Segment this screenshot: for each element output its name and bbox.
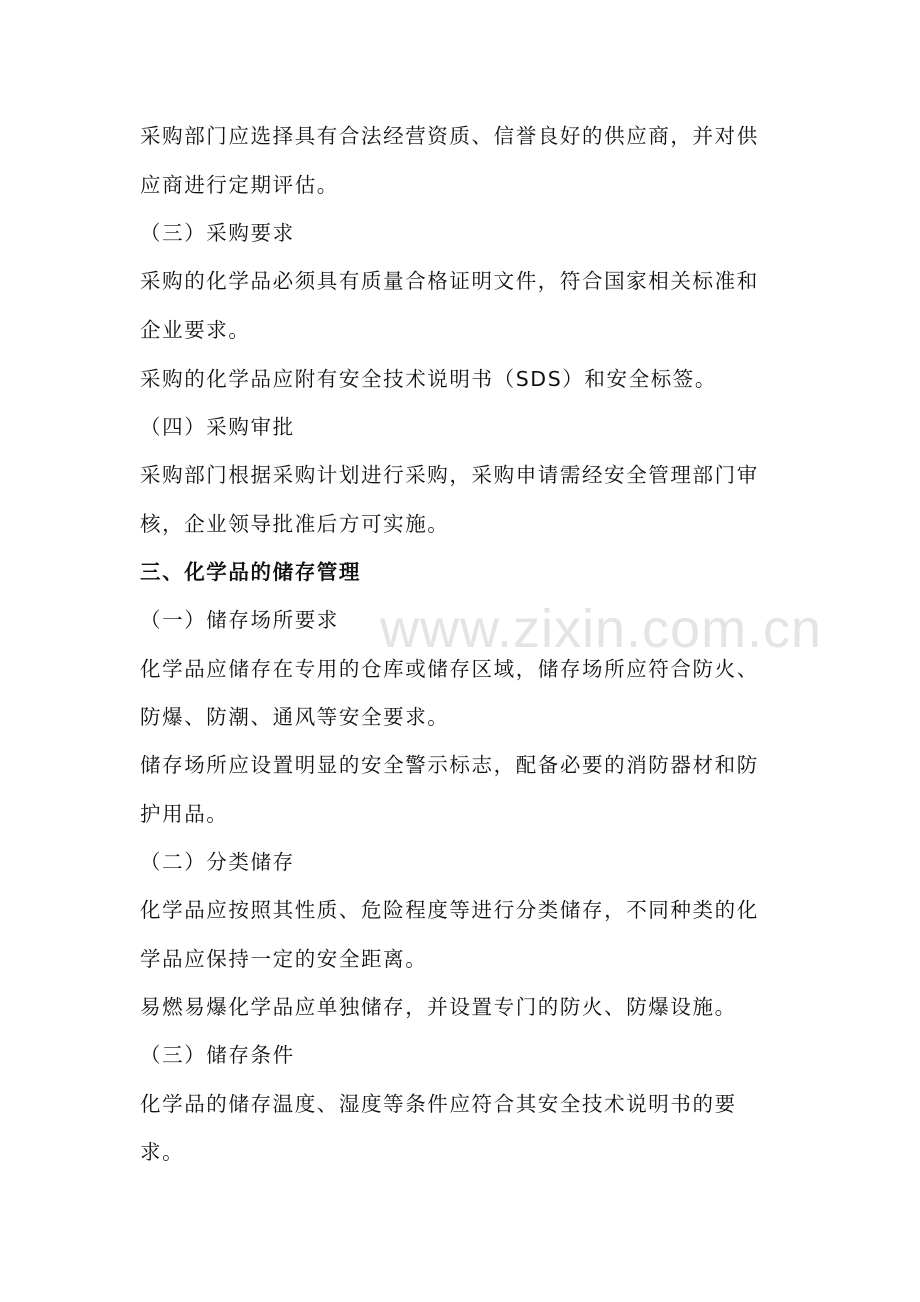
paragraph-conditions-line-2: 求。 — [140, 1140, 185, 1164]
paragraph-approval-process-line-2: 核，企业领导批准后方可实施。 — [140, 512, 450, 536]
paragraph-quality-certificate-line-1: 采购的化学品必须具有质量合格证明文件，符合国家相关标准和 — [140, 269, 759, 293]
paragraph-storage-site-line-1: 化学品应储存在专用的仓库或储存区域，储存场所应符合防火、 — [140, 657, 759, 681]
paragraph-storage-site-line-2: 防爆、防潮、通风等安全要求。 — [140, 705, 450, 729]
subheading-classified-storage: （二）分类储存 — [140, 850, 295, 874]
paragraph-supplier-selection-line-2: 应商进行定期评估。 — [140, 173, 339, 197]
paragraph-warning-signs-line-1: 储存场所应设置明显的安全警示标志，配备必要的消防器材和防 — [140, 753, 759, 777]
paragraph-classification-line-1: 化学品应按照其性质、危险程度等进行分类储存，不同种类的化 — [140, 898, 759, 922]
paragraph-flammable-storage: 易燃易爆化学品应单独储存，并设置专门的防火、防爆设施。 — [140, 995, 737, 1019]
paragraph-quality-certificate-line-2: 企业要求。 — [140, 318, 251, 342]
subheading-purchase-approval: （四）采购审批 — [140, 415, 295, 439]
paragraph-classification-line-2: 学品应保持一定的安全距离。 — [140, 947, 428, 971]
watermark-text: www.zixin.com.cn — [380, 599, 823, 659]
subheading-storage-site-requirements: （一）储存场所要求 — [140, 608, 339, 632]
paragraph-warning-signs-line-2: 护用品。 — [140, 802, 229, 826]
paragraph-sds-label: 采购的化学品应附有安全技术说明书（SDS）和安全标签。 — [140, 367, 718, 391]
paragraph-conditions-line-1: 化学品的储存温度、湿度等条件应符合其安全技术说明书的要 — [140, 1092, 737, 1116]
paragraph-approval-process-line-1: 采购部门根据采购计划进行采购，采购申请需经安全管理部门审 — [140, 463, 759, 487]
section-heading-storage-management: 三、化学品的储存管理 — [140, 560, 361, 584]
subheading-purchase-requirements: （三）采购要求 — [140, 221, 295, 245]
subheading-storage-conditions: （三）储存条件 — [140, 1043, 295, 1067]
paragraph-supplier-selection-line-1: 采购部门应选择具有合法经营资质、信誉良好的供应商，并对供 — [140, 124, 759, 148]
